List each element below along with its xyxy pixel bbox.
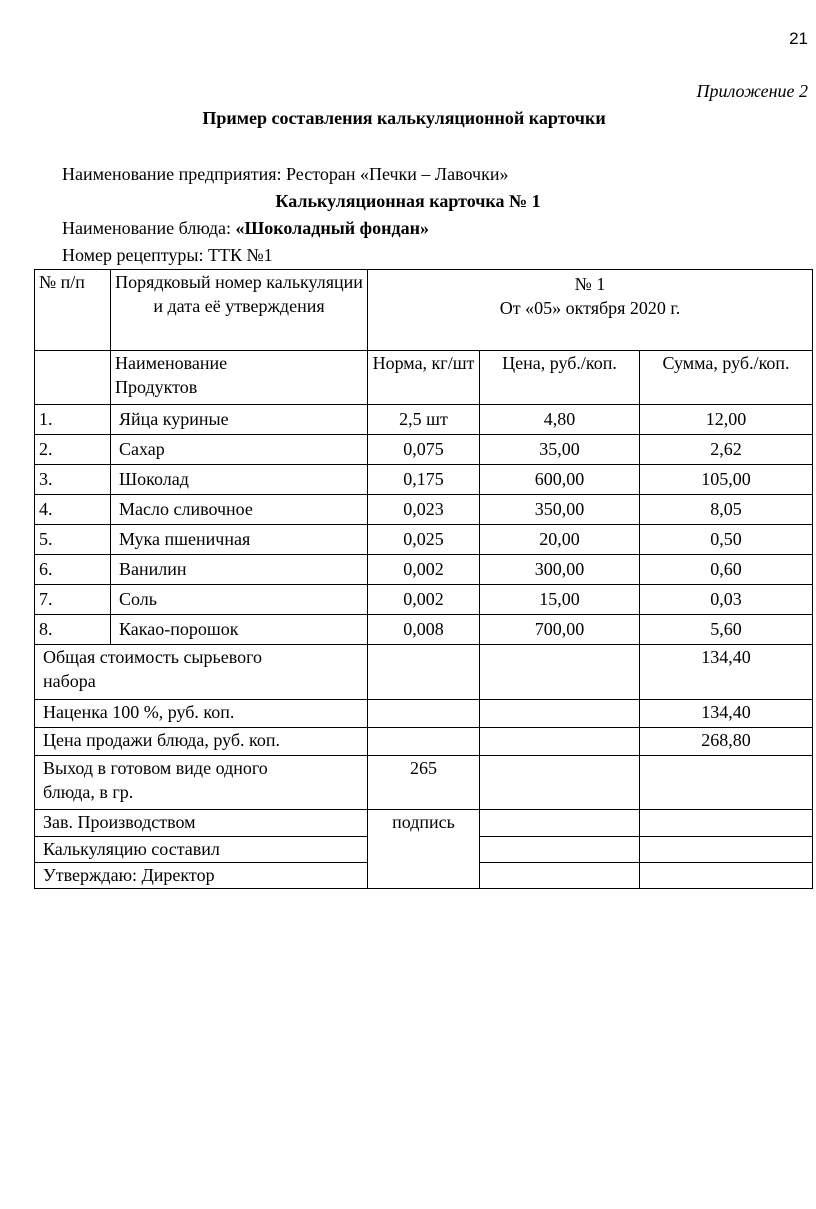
signature-cell: подпись xyxy=(368,810,480,889)
row-number: 1. xyxy=(35,405,111,435)
empty-cell xyxy=(35,351,111,405)
empty-cell xyxy=(368,700,480,728)
enterprise-name: Наименование предприятия: Ресторан «Печки – Лавочки» xyxy=(62,164,509,184)
norm-value: 0,002 xyxy=(368,585,480,615)
header-calc xyxy=(368,270,813,351)
product-name: Яйца куриные xyxy=(111,405,368,435)
norm-value: 2,5 шт xyxy=(368,405,480,435)
row-number: 7. xyxy=(35,585,111,615)
sum-value: 2,62 xyxy=(640,435,813,465)
product-name: Шоколад xyxy=(111,465,368,495)
sum-value: 0,60 xyxy=(640,555,813,585)
markup-label: Наценка 100 %, руб. коп. xyxy=(35,700,368,728)
norm-value: 0,075 xyxy=(368,435,480,465)
empty-cell xyxy=(480,756,640,810)
empty-cell xyxy=(640,810,813,837)
yield-row xyxy=(35,756,813,810)
product-name: Масло сливочное xyxy=(111,495,368,525)
sum-value: 0,50 xyxy=(640,525,813,555)
sum-value: 5,60 xyxy=(640,615,813,645)
dish-name: «Шоколадный фондан» xyxy=(235,218,429,238)
markup-value: 134,40 xyxy=(640,700,813,728)
empty-cell xyxy=(640,837,813,863)
sum-value: 8,05 xyxy=(640,495,813,525)
sig-head-label: Зав. Производством xyxy=(35,810,368,837)
sale-row xyxy=(35,728,813,756)
page-number: 21 xyxy=(789,29,808,48)
product-name: Мука пшеничная xyxy=(111,525,368,555)
price-value: 4,80 xyxy=(480,405,640,435)
total-label: Общая стоимость сырьевого набора xyxy=(35,645,368,700)
document-title xyxy=(0,107,816,129)
row-number: 4. xyxy=(35,495,111,525)
price-value: 300,00 xyxy=(480,555,640,585)
sale-value: 268,80 xyxy=(640,728,813,756)
empty-cell xyxy=(480,700,640,728)
total-value: 134,40 xyxy=(640,645,813,700)
row-number: 2. xyxy=(35,435,111,465)
recipe-number: Номер рецептуры: ТТК №1 xyxy=(62,245,273,265)
header-sum: Сумма, руб./коп. xyxy=(640,351,813,405)
title-text: Пример составления калькуляционной карточки xyxy=(202,108,606,128)
empty-cell xyxy=(368,728,480,756)
sale-label: Цена продажи блюда, руб. коп. xyxy=(35,728,368,756)
table-row xyxy=(35,465,813,495)
dish-label: Наименование блюда: xyxy=(62,218,236,238)
norm-value: 0,023 xyxy=(368,495,480,525)
sum-value: 105,00 xyxy=(640,465,813,495)
table-row xyxy=(35,405,813,435)
yield-label: Выход в готовом виде одного блюда, в гр. xyxy=(35,756,368,810)
column-header-row xyxy=(35,351,813,405)
markup-row xyxy=(35,700,813,728)
dish-line xyxy=(62,217,429,239)
header-row xyxy=(35,270,813,351)
table-row xyxy=(35,585,813,615)
product-name: Ванилин xyxy=(111,555,368,585)
header-price: Цена, руб./коп. xyxy=(480,351,640,405)
header-order: Порядковый номер калькуляции и дата её утверждения xyxy=(111,270,368,351)
empty-cell xyxy=(480,645,640,700)
sum-value: 12,00 xyxy=(640,405,813,435)
empty-cell xyxy=(480,810,640,837)
empty-cell xyxy=(480,863,640,889)
header-norm: Норма, кг/шт xyxy=(368,351,480,405)
empty-cell xyxy=(480,837,640,863)
row-number: 5. xyxy=(35,525,111,555)
price-value: 600,00 xyxy=(480,465,640,495)
empty-cell xyxy=(640,756,813,810)
row-number: 8. xyxy=(35,615,111,645)
sig-compiled-label: Калькуляцию составил xyxy=(35,837,368,863)
calculation-table xyxy=(34,269,813,889)
calc-number: № 1 xyxy=(574,274,606,294)
row-number: 3. xyxy=(35,465,111,495)
yield-value: 265 xyxy=(368,756,480,810)
norm-value: 0,175 xyxy=(368,465,480,495)
price-value: 350,00 xyxy=(480,495,640,525)
norm-value: 0,025 xyxy=(368,525,480,555)
product-name: Сахар xyxy=(111,435,368,465)
sum-value: 0,03 xyxy=(640,585,813,615)
price-value: 700,00 xyxy=(480,615,640,645)
price-value: 15,00 xyxy=(480,585,640,615)
table-row xyxy=(35,615,813,645)
price-value: 35,00 xyxy=(480,435,640,465)
appendix-label: Приложение 2 xyxy=(696,81,808,101)
product-name: Соль xyxy=(111,585,368,615)
table-row xyxy=(35,435,813,465)
norm-value: 0,008 xyxy=(368,615,480,645)
header-num: № п/п xyxy=(35,270,111,351)
signature-row-head xyxy=(35,810,813,837)
table-row xyxy=(35,555,813,585)
total-row xyxy=(35,645,813,700)
empty-cell xyxy=(640,863,813,889)
calc-date: От «05» октября 2020 г. xyxy=(499,298,681,318)
row-number: 6. xyxy=(35,555,111,585)
table-row xyxy=(35,525,813,555)
norm-value: 0,002 xyxy=(368,555,480,585)
product-name: Какао-порошок xyxy=(111,615,368,645)
empty-cell xyxy=(480,728,640,756)
table-row xyxy=(35,495,813,525)
header-name: Наименование Продуктов xyxy=(111,351,368,405)
sig-director-label: Утверждаю: Директор xyxy=(35,863,368,889)
card-title: Калькуляционная карточка № 1 xyxy=(275,191,541,211)
price-value: 20,00 xyxy=(480,525,640,555)
empty-cell xyxy=(368,645,480,700)
